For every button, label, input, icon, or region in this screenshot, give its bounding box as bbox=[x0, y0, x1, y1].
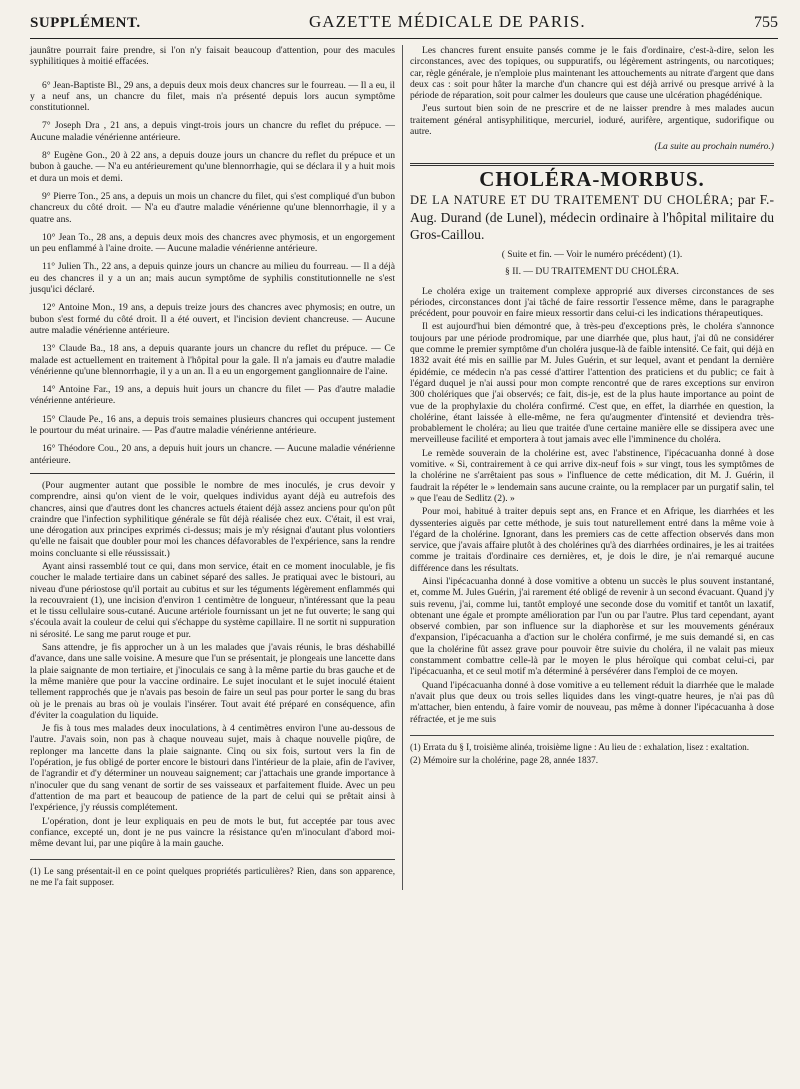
paragraph: Il est aujourd'hui bien démontré que, à très-peu d'exceptions près, le choléra s'annonce toujours par une période prodromique, par une diarrhée que, plus haut, j'ai dû ne considérer que comme le premier symptôme d'un choléra jusque-là de faible intensité. Ce fait, qui déjà en 1832 avait été mis en saillie par M. Jules Guérin, et sur lequel, avant et pendant la dernière épidémie, ce médecin n'a pas cessé d'attirer l'attention des praticiens et du public; ce fait à l'égard duquel je n'ai aussi pour mon compte rencontré que de rares exceptions sur environ 300 cholériques que j'ai observés; ce fait, dis-je, est de la plus haute importance au point de vue de la prophylaxie du choléra confirmé. C'est que, en effet, la diarrhée en question, la cholérine, étant laissée à elle-même, ne fera qu'augmenter d'intensité et deviendra très-probablement le choléra; au lieu que traitée d'une certaine manière elle se dissipera avec une merveilleuse facilité et emportera à tout jamais avec elle l'imminence du choléra. bbox=[410, 321, 774, 446]
article-divider bbox=[410, 163, 774, 166]
footnote: (2) Mémoire sur la cholérine, page 28, année 1837. bbox=[410, 754, 599, 765]
paragraph: (Pour augmenter autant que possible le nombre de mes inoculés, je crus devoir y comprendre, ainsi qu'on vient de le voir, quelques individus ayant déjà eu autrefois des chancres, ainsi que d'autres dont les chancres actuels étaient déjà assez anciens pour qu'on pût craindre que l'infection syphilitique générale se fût déjà réalisée chez eux. C'était, il est vrai, une dérogation aux principes exprimés ci-dessus; mais je m'y résignai d'autant plus volontiers qu'elle ne faisait que doubler pour moi les chances défavorables de l'expérience, sans la rendre moins concluante si elle réussissait.) bbox=[30, 479, 395, 559]
paragraph: L'opération, dont je leur expliquais en peu de mots le but, fut acceptée par tous avec confiance, excepté un, dont je ne pus vaincre la résistance qu'en m'inoculant d'abord moi-même devant lui, par une piqûre à la main gauche. bbox=[30, 815, 395, 850]
case-entry: 14° Antoine Far., 19 ans, a depuis huit jours un chancre du filet — Pas d'autre maladie vénérienne antérieure. bbox=[30, 384, 395, 407]
left-column bbox=[30, 45, 402, 890]
article-subtitle bbox=[410, 191, 774, 243]
paragraph: Les chancres furent ensuite pansés comme je le fais d'ordinaire, c'est-à-dire, selon les circonstances, avec des topiques, ou suppuratifs, ou légèrement astringents, ou narcotiques; car, règle générale, je n'emploie plus maintenant les attouchements au nitrate d'argent que dans deux cas : soit pour hâter la marche d'un chancre qui est déjà arrivé ou presque arrivé à la période de réparation, soit pour calmer les douleurs que cause une ulcération phagédénique. bbox=[410, 45, 774, 102]
case-entry: 15° Claude Pe., 16 ans, a depuis trois semaines plusieurs chancres qui occupent justement le pourtour du méat urinaire. — Pas d'autre maladie vénérienne antérieure. bbox=[30, 413, 395, 437]
subtitle-author: par F.-Aug. Durand (de Lunel), médecin ordinaire à l'hôpital militaire du Gros-Caillou. bbox=[410, 191, 774, 242]
footnote: (1) Le sang présentait-il en ce point quelques propriétés particulières? Rien, dans son apparence, ne me l'a fait supposer. bbox=[30, 866, 395, 888]
subtitle-topic: DE LA NATURE ET DU TRAITEMENT DU CHOLÉRA; bbox=[410, 192, 734, 207]
supplement-label: SUPPLÉMENT. bbox=[30, 15, 141, 31]
section-heading: § II. — DU TRAITEMENT DU CHOLÉRA. bbox=[505, 266, 679, 278]
paragraph: Le choléra exige un traitement complexe approprié aux diverses circonstances de ses périodes, circonstances dont j'ai tâché de faire ressortir l'essence même, dans le paragraphe précédent, pour pouvoir en faire mieux ressortir dans celui-ci les indications thérapeutiques. bbox=[410, 285, 774, 320]
paragraph: jaunâtre pourrait faire prendre, si l'on n'y faisait beaucoup d'attention, pour des macules syphilitiques à moitié effacées. bbox=[30, 45, 395, 68]
paragraph: Quand l'ipécacuanha donné à dose vomitive a eu tellement réduit la diarrhée que le malade n'avait plus que deux ou trois selles liquides dans les vingt-quatre heures, je n'ai pas dû m'attacher, bien entendu, à faire vomir de nouveau, pas même à donner l'ipécacuanha à dose réfractée, et je me suis bbox=[410, 679, 774, 725]
paragraph: Pour moi, habitué à traiter depuis sept ans, en France et en Afrique, les diarrhées et les dyssenteries aiguës par cette méthode, je suis tout naturellement entré dans la même voie à l'égard de la cholérine. Ignorant, dans les premiers cas de cette affection observés dans mon service, que j'avais affaire plutôt à des cholérines qu'à des diarrhées ordinaires, je les ai traitées comme je traitais d'ordinaire ces dernières, et, je dois le dire, je n'ai remarqué aucune différence dans les résultats. bbox=[410, 506, 774, 574]
footnote: (1) Errata du § I, troisième alinéa, troisième ligne : Au lieu de : exhalation, lisez : exaltation. bbox=[410, 741, 750, 752]
paragraph: J'eus surtout bien soin de ne prescrire et de ne laisser prendre à mes malades aucun traitement général antisyphilitique, mercuriel, ioduré, aurifère, argentique, sudorifique ou autre. bbox=[410, 103, 774, 138]
journal-title: GAZETTE MÉDICALE DE PARIS. bbox=[309, 12, 586, 31]
case-entry: 13° Claude Ba., 18 ans, a depuis quarante jours un chancre du reflet du prépuce. — Ce malade est actuellement en traitement à l'hôpital pour la gale. Il n'a jamais eu d'autre maladie vénérienne qu'une blennorrhagie, il y a un an. Il a eu un engorgement ganglionnaire de l'aine. bbox=[30, 343, 395, 377]
case-entry: 7° Joseph Dra , 21 ans, a depuis vingt-trois jours un chancre du reflet du prépuce. — Aucune maladie vénérienne antérieure. bbox=[30, 120, 395, 143]
case-entry: 10° Jean To., 28 ans, a depuis deux mois des chancres avec phymosis, et un engorgement un peu enflammé à l'aine droite. — Aucune maladie vénérienne antérieure. bbox=[30, 231, 395, 255]
footnotes bbox=[410, 735, 774, 766]
divider bbox=[30, 473, 395, 474]
paragraph: Je fis à tous mes malades deux inoculations, à 4 centimètres environ l'une au-dessous de l'autre. J'avais soin, non pas à chaque nouveau sujet, mais à chaque nouvelle piqûre, de replonger ma lancette dans la plaie saignante. Cinq ou six fois, surtout vers la fin de l'opération, je fus obligé de porter encore le bistouri dans l'intérieur de la plaie, afin de l'aviver, de l'agrandir et d'y déterminer un nouveau saignement; car j'attachais une grande importance à n'inoculer que du sang venant de sortir de ses vaisseaux et parfaitement fluide. Avec un peu d'attention de ma part et beaucoup de patience de la part de celui qui se prêtait ainsi à l'expérience, j'y réussis complétement. bbox=[30, 723, 395, 814]
footnotes bbox=[30, 859, 395, 888]
page-header bbox=[30, 12, 778, 39]
case-entry: 9° Pierre Ton., 25 ans, a depuis un mois un chancre du filet, qui s'est compliqué d'un bubon chancreux du côté droit. — N'a eu d'autre maladie vénérienne qu'une blennorrhagie, il y a quatre ans. bbox=[30, 190, 395, 225]
case-entry: 8° Eugène Gon., 20 à 22 ans, a depuis douze jours un chancre du reflet du prépuce et un bubon à gauche. — N'a eu antérieurement qu'une blennorrhagie, qui se déclara il y a huit mois et dura un mois et demi. bbox=[30, 150, 395, 184]
suite-fin-note: ( Suite et fin. — Voir le numéro précédent) (1). bbox=[501, 248, 683, 260]
case-entry: 11° Julien Th., 22 ans, a depuis quinze jours un chancre au milieu du fourreau. — Il a déjà eu des chancres il y a un an; mais aucun symptôme de syphilis constitutionnelle ne s'est jusqu'ici déclaré. bbox=[30, 261, 395, 296]
case-entry: 12° Antoine Mon., 19 ans, a depuis treize jours des chancres avec phymosis; en outre, un bubon s'est formé du côté droit. Il a été ouvert, et l'incision devient chancreuse. — Aucune autre maladie vénérienne antérieure. bbox=[30, 302, 395, 336]
continuation-note: (La suite au prochain numéro.) bbox=[654, 141, 774, 153]
article-title: CHOLÉRA-MORBUS. bbox=[479, 166, 705, 191]
paragraph: Le remède souverain de la cholérine est, avec l'abstinence, l'ipécacuanha donné à dose vomitive. « Si, contrairement à ce qui arrive dix-neuf fois » sur vingt, tous les symptômes de la cholérine ne s'arrêtaient pas sous » l'influence de cette médication, dit M. J. Guérin, il faudrait la répéter le » lendemain sans aucune crainte, ou la remplacer par un purgatif salin, tel » que l'eau de Sedlitz (2). » bbox=[410, 447, 774, 504]
right-column bbox=[402, 45, 774, 890]
paragraph: Sans attendre, je fis approcher un à un les malades que j'avais réunis, le bras déshabillé d'avance, dans une salle voisine. A mesure que l'un se présentait, je plongeais une lancette dans la plaie saignante de mon tertiaire, et j'inoculais ce sang à la même partie du bras gauche et de la même manière que pour la vaccine ordinaire. Le sujet inoculant et le sujet inoculé étaient tellement rapprochés que je n'avais pas besoin de faire un seul pas pour porter le sang du bras où je le prenais au bras où je voulais l'insérer. Tout avait été préparé en conséquence, afin d'éviter la coagulation du liquide. bbox=[30, 642, 395, 721]
paragraph: Ayant ainsi rassemblé tout ce qui, dans mon service, était en ce moment inoculable, je fis coucher le malade tertiaire dans un cabinet séparé des salles. Je pratiquai avec le bistouri, au niveau d'une périostose qu'il portait au cubitus et sur les téguments légèrement enflammés qui la recouvraient (1), une incision d'environ 1 centimètre de longueur, n'intéressant que la peau et le tissu cellulaire sous-cutané. Aucune artériole fournissant un jet ne fut ouverte; le sang qui s'écoula avait la couleur de celui qui s'échappe du système capillaire. Il ne sortit ni suppuration ni sérosité. Le sang me parut rouge et pur. bbox=[30, 560, 395, 640]
case-entry: 16° Théodore Cou., 20 ans, a depuis huit jours un chancre. — Aucune maladie vénérienne antérieure. bbox=[30, 443, 395, 466]
paragraph: Ainsi l'ipécacuanha donné à dose vomitive a obtenu un succès le plus souvent instantané, et, comme M. Jules Guérin, j'ai rarement été obligé de revenir à un second évacuant. Quand j'y suis revenu, j'ai, comme lui, tantôt employé une seconde dose du vomitif et tantôt un laxatif, obtenant une égale et prompte amélioration par l'un ou par l'autre. Plus tard cependant, ayant observé combien, par son influence sur la diaphorèse et sur les mouvements généraux d'expansion, l'ipécacuanha a d'action sur le choléra confirmé, je me suis demandé si, en cas que la cholérine fût assez grave pour pouvoir être suivie du choléra, il ne valait pas mieux constamment combattre celle-là par le moyen le plus héroïque qui combat celui-ci, par l'ipécacuanha, et ce seul motif m'a déterminé à persévérer dans l'emploi de ce moyen. bbox=[410, 575, 774, 678]
columns bbox=[30, 45, 778, 890]
page-number: 755 bbox=[754, 14, 778, 31]
case-entry: 6° Jean-Baptiste Bl., 29 ans, a depuis deux mois deux chancres sur le fourreau. — Il a eu, il y a neuf ans, un chancre du filet, mais n'a présenté depuis lors aucun symptôme constitutionnel. bbox=[30, 79, 395, 114]
